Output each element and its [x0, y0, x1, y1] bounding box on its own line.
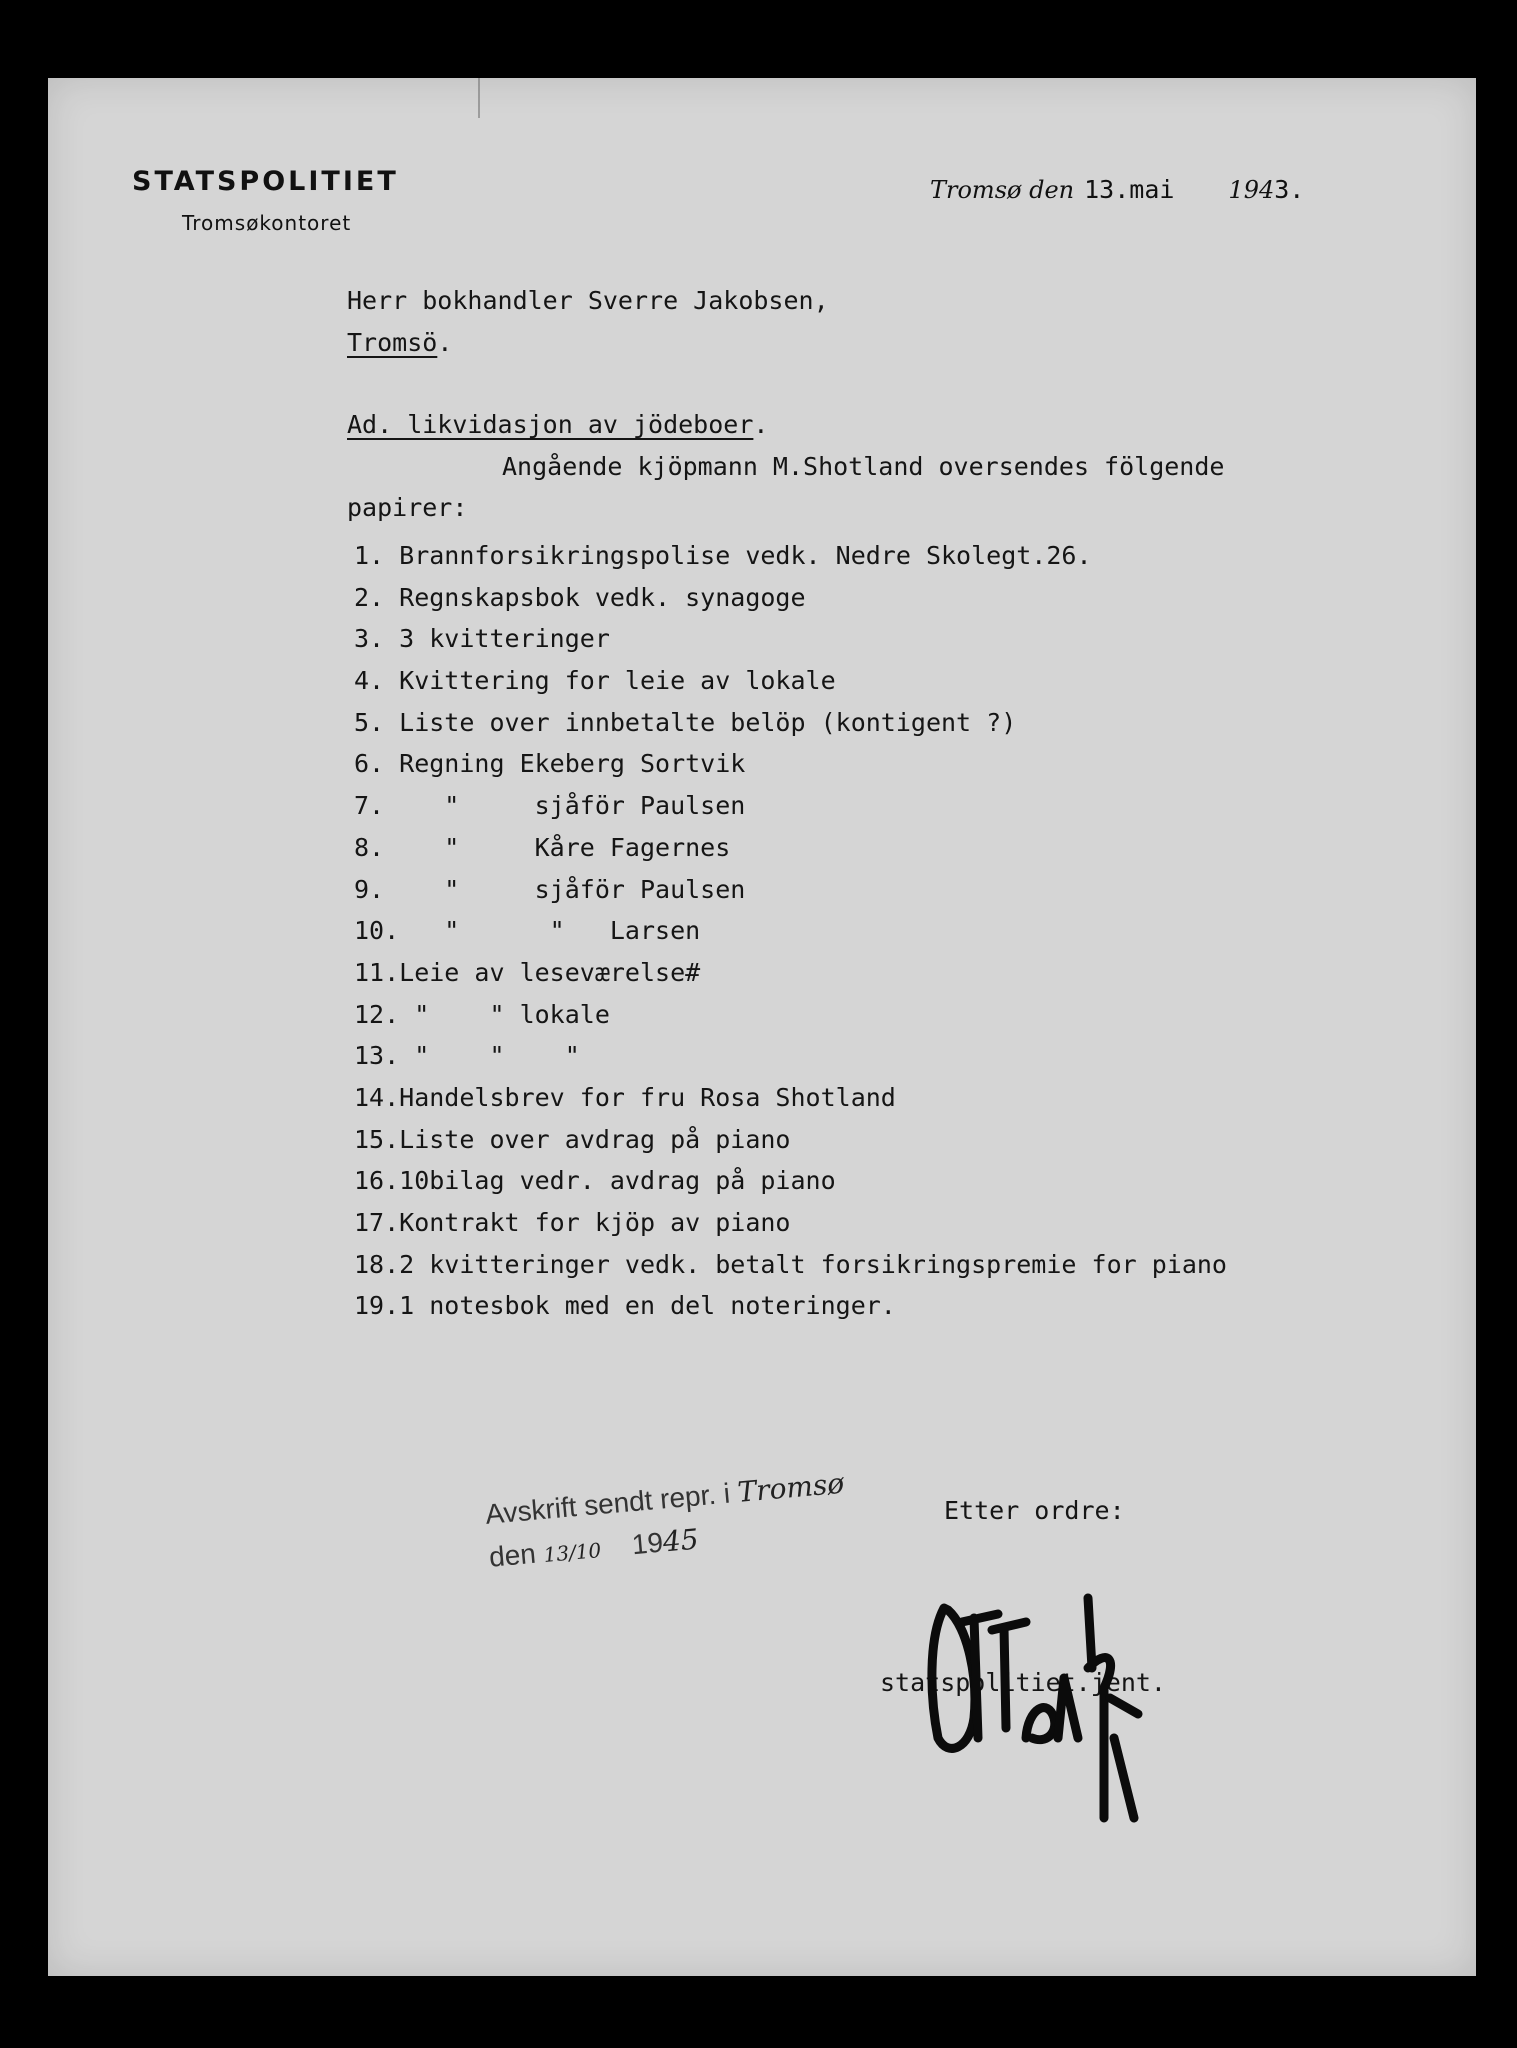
stamp-den-label: den [487, 1537, 538, 1573]
list-item: 1. Brannforsikringspolise vedk. Nedre Skolegt.26. [354, 541, 1092, 570]
list-item: 11.Leie av leseværelse# [354, 957, 701, 987]
paper-crease [478, 78, 480, 118]
signature-stroke [1110, 1698, 1138, 1818]
subject-line [347, 410, 768, 439]
subject-text: Ad. likvidasjon av jödeboer [347, 410, 754, 439]
intro-line-2: papirer: [347, 493, 468, 522]
recipient-name: Herr bokhandler Sverre Jakobsen, [347, 286, 829, 315]
enclosure-list [354, 535, 1227, 1327]
recipient-city-text: Tromsö [347, 328, 438, 357]
signature-stroke [992, 1622, 1026, 1728]
list-item: 10. " " Larsen [354, 916, 701, 946]
dateline-place: Tromsø den [930, 176, 1075, 204]
list-item: 16.10bilag vedr. avdrag på piano [354, 1166, 836, 1196]
list-item: 8. " Kåre Fagernes [354, 832, 731, 862]
list-item: 5. Liste over innbetalte belöp (kontigent ?) [354, 707, 1017, 737]
stamp-printed-text: Avskrift sendt repr. i [484, 1477, 732, 1530]
list-item: 19.1 notesbok med en del noteringer. [354, 1291, 896, 1321]
signature-stroke [1088, 1598, 1111, 1818]
signature-stroke [1026, 1708, 1055, 1740]
list-item: 14.Handelsbrev for fru Rosa Shotland [354, 1082, 896, 1112]
letterhead-subtitle: Tromsøkontoret [182, 211, 352, 235]
subject-suffix: . [753, 410, 769, 439]
dateline-year-printed: 194 [1228, 176, 1275, 204]
letterhead-title: STATSPOLITIET [132, 166, 399, 197]
stamp-handwritten-year: 45 [661, 1522, 700, 1559]
list-item: 3. 3 kvitteringer [354, 624, 610, 654]
handwritten-signature [908, 1518, 1168, 1838]
list-item: 6. Regning Ekeberg Sortvik [354, 749, 746, 779]
intro-line-1: Angående kjöpmann M.Shotland oversendes fölgende [502, 452, 1225, 481]
list-item: 12. " " lokale [354, 999, 610, 1029]
stamp-year-prefix: 19 [630, 1526, 665, 1561]
dateline-year-typed: 3. [1274, 175, 1305, 204]
list-item: 13. " " " [354, 1041, 580, 1071]
closing-order: Etter ordre: [944, 1496, 1125, 1525]
dateline [930, 175, 1304, 204]
recipient-city [347, 328, 452, 357]
signature-stroke [1058, 1678, 1078, 1738]
list-item: 2. Regnskapsbok vedk. synagoge [354, 582, 806, 612]
document-page [48, 78, 1476, 1976]
stamp-handwritten-date: 13/10 [542, 1538, 603, 1567]
closing-signatory: statspolitiet.jent. [880, 1668, 1166, 1697]
copy-sent-stamp [484, 1467, 849, 1574]
recipient-city-suffix: . [437, 328, 453, 357]
stamp-handwritten-place: Tromsø [736, 1466, 846, 1509]
list-item: 9. " sjåför Paulsen [354, 874, 746, 904]
list-item: 18.2 kvitteringer vedk. betalt forsikringspremie for piano [354, 1249, 1227, 1279]
dateline-day: 13.mai [1084, 175, 1175, 204]
signature-stroke [932, 1608, 975, 1748]
list-item: 17.Kontrakt for kjöp av piano [354, 1208, 791, 1237]
list-item: 7. " sjåför Paulsen [354, 791, 746, 821]
list-item: 4. Kvittering for leie av lokale [354, 666, 836, 696]
letterhead [132, 166, 399, 235]
list-item: 15.Liste over avdrag på piano [354, 1124, 791, 1154]
